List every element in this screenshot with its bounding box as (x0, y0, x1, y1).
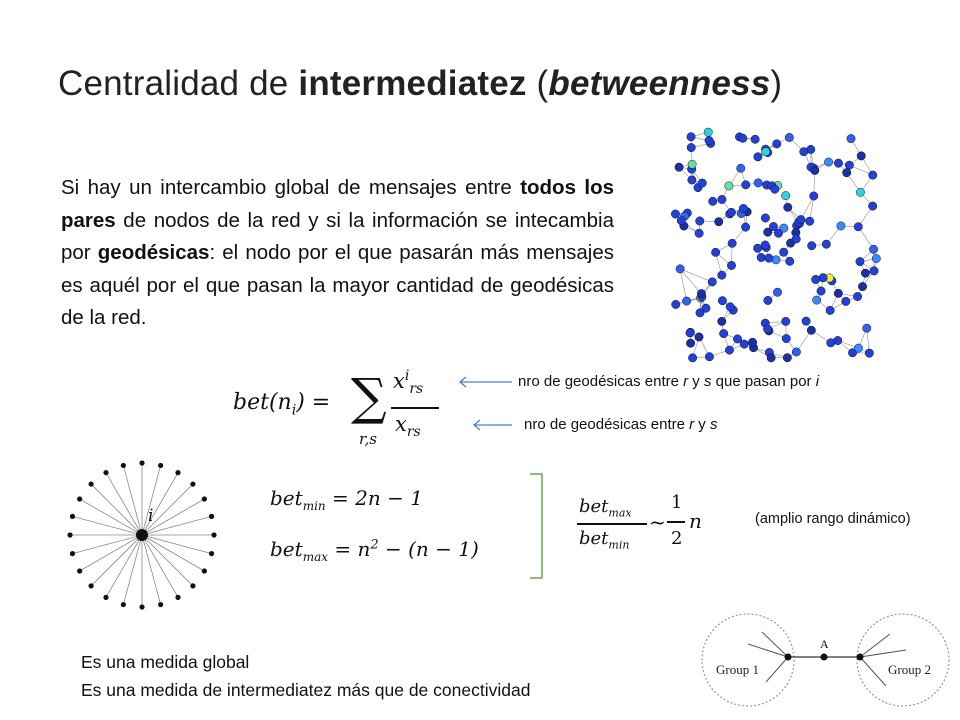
network-node (687, 143, 695, 151)
groups-diagram (700, 602, 952, 714)
network-node (688, 354, 696, 362)
star-leaf-node (88, 583, 93, 588)
network-node (792, 348, 800, 356)
star-leaf-node (103, 595, 108, 600)
network-node (856, 257, 864, 265)
star-center-node (136, 529, 148, 541)
network-node (697, 289, 705, 297)
network-node (676, 265, 684, 273)
network-node (737, 164, 745, 172)
network-node (782, 334, 790, 342)
network-node (688, 176, 696, 184)
network-node (762, 147, 770, 155)
star-leaf-node (211, 532, 216, 537)
star-leaf-node (139, 460, 144, 465)
network-node (811, 275, 819, 283)
network-node (805, 217, 813, 225)
star-leaf-node (175, 470, 180, 475)
sum-symbol: ∑ (351, 368, 387, 426)
network-node (863, 324, 871, 332)
network-node (719, 329, 727, 337)
network-node (842, 168, 850, 176)
network-node (764, 296, 772, 304)
network-node (817, 287, 825, 295)
network-node (783, 354, 791, 362)
network-node (761, 214, 769, 222)
group-node-a-label: A (820, 637, 829, 651)
network-node (858, 282, 866, 290)
intro-paragraph: Si hay un intercambio global de mensajes entre todos los pares de nodos de la red y si la información se intecambia por geodésicas: el nodo por el que pasarán más mensajes es aquél por el que pasan la mayor cantidad de geodésicas de la red. (61, 176, 615, 329)
network-node (834, 289, 842, 297)
footer-line-1: Es una medida global (81, 652, 250, 672)
network-node (709, 197, 717, 205)
network-node (784, 203, 792, 211)
star-graph (62, 455, 222, 615)
network-node (824, 158, 832, 166)
network-node (704, 128, 712, 136)
network-node (802, 317, 810, 325)
network-node (718, 271, 726, 279)
network-node (672, 300, 680, 308)
network-node (773, 140, 781, 148)
network-node (698, 179, 706, 187)
network-node (771, 185, 779, 193)
network-node (774, 229, 782, 237)
network-node (869, 245, 877, 253)
ratio-formula: bet$_{max}$ bet$_{min}$ ~ 1 2 n (579, 492, 702, 552)
network-node (727, 261, 735, 269)
network-node (807, 326, 815, 334)
network-node (854, 223, 862, 231)
network-node (686, 329, 694, 337)
network-node (865, 349, 873, 357)
network-node (763, 325, 771, 333)
footer-line-2: Es una medida de intermediatez más que de conectividad (81, 680, 531, 700)
network-node (718, 297, 726, 305)
group-1-label: Group 1 (716, 662, 759, 677)
network-node (811, 166, 819, 174)
network-node (782, 317, 790, 325)
network-node (754, 179, 762, 187)
network-node (819, 274, 827, 282)
network-image (668, 126, 888, 366)
network-node (688, 160, 696, 168)
network-node (677, 216, 685, 224)
network-node (827, 339, 835, 347)
network-node (753, 244, 761, 252)
star-leaf-node (209, 514, 214, 519)
network-node (682, 297, 690, 305)
network-node (748, 338, 756, 346)
network-node (739, 134, 747, 142)
network-node (687, 133, 695, 141)
green-bracket (525, 470, 555, 582)
star-leaf-node (77, 496, 82, 501)
star-leaf-node (121, 463, 126, 468)
fraction-bar (391, 407, 439, 409)
star-leaf-node (190, 481, 195, 486)
network-node (675, 163, 683, 171)
network-node (847, 134, 855, 142)
network-node (695, 229, 703, 237)
network-node (725, 182, 733, 190)
network-node (705, 136, 713, 144)
network-node (725, 346, 733, 354)
star-leaf-node (121, 602, 126, 607)
network-node (739, 204, 747, 212)
network-node (853, 292, 861, 300)
network-node (765, 254, 773, 262)
network-node (696, 309, 704, 317)
network-node (757, 253, 765, 261)
ratio-fraction-bar (577, 523, 647, 525)
star-leaf-node (77, 568, 82, 573)
betweenness-formula: $bet(n_i)$ = ∑ r,s $x^i_{rs}$ $x_{rs}$ (233, 366, 463, 456)
star-leaf-node (139, 604, 144, 609)
star-leaf-node (67, 532, 72, 537)
star-leaf-node (70, 551, 75, 556)
bet-max-formula: $bet_{max} = n^2 - (n - 1)$ (270, 537, 479, 564)
star-leaf-node (202, 568, 207, 573)
network-node (857, 152, 865, 160)
network-node (741, 223, 749, 231)
network-node (761, 241, 769, 249)
star-center-label: i (148, 506, 154, 526)
star-leaf-node (158, 602, 163, 607)
star-leaf-node (175, 595, 180, 600)
network-node (786, 257, 794, 265)
network-node (695, 333, 703, 341)
network-node (751, 135, 759, 143)
network-node (869, 171, 877, 179)
star-leaf-node (70, 514, 75, 519)
network-node (810, 192, 818, 200)
network-node (870, 267, 878, 275)
network-node (686, 339, 694, 347)
network-node (671, 210, 679, 218)
network-node (807, 242, 815, 250)
network-node (792, 235, 800, 243)
network-node (727, 208, 735, 216)
star-leaf-node (209, 551, 214, 556)
bet-min-formula: bet$_{min}$ = 2n − 1 (270, 486, 423, 513)
network-node (779, 248, 787, 256)
network-node (834, 159, 842, 167)
slide-title: Centralidad de intermediatez (betweenness) (58, 64, 783, 103)
network-node (711, 248, 719, 256)
star-leaf-node (202, 496, 207, 501)
star-leaf-node (88, 481, 93, 486)
annotation-arrows (450, 370, 520, 440)
network-node (715, 218, 723, 226)
dynamic-range-note: (amplio rango dinámico) (755, 511, 911, 527)
group-2-label: Group 2 (888, 662, 931, 677)
network-node (868, 202, 876, 210)
network-node (733, 335, 741, 343)
network-node (742, 181, 750, 189)
star-leaf-node (190, 583, 195, 588)
network-node (800, 147, 808, 155)
network-node (856, 188, 864, 196)
network-node (812, 296, 820, 304)
network-node (728, 239, 736, 247)
network-node (842, 297, 850, 305)
network-node (872, 254, 880, 262)
network-node (845, 161, 853, 169)
denominator-annotation: nro de geodésicas entre r y s (524, 416, 718, 433)
numerator-annotation: nro de geodésicas entre r y s que pasan por i (518, 373, 820, 390)
network-node (708, 278, 716, 286)
star-leaf-node (103, 470, 108, 475)
network-node (785, 133, 793, 141)
network-node (696, 217, 704, 225)
network-node (826, 306, 834, 314)
star-leaf-node (158, 463, 163, 468)
network-node (797, 215, 805, 223)
network-node (705, 353, 713, 361)
network-node (718, 195, 726, 203)
network-node (726, 303, 734, 311)
network-node (822, 240, 830, 248)
network-node (781, 191, 789, 199)
network-node (718, 317, 726, 325)
network-node (773, 288, 781, 296)
network-node (854, 344, 862, 352)
network-node (754, 153, 762, 161)
network-node (767, 354, 775, 362)
network-node (837, 222, 845, 230)
network-node (861, 269, 869, 277)
